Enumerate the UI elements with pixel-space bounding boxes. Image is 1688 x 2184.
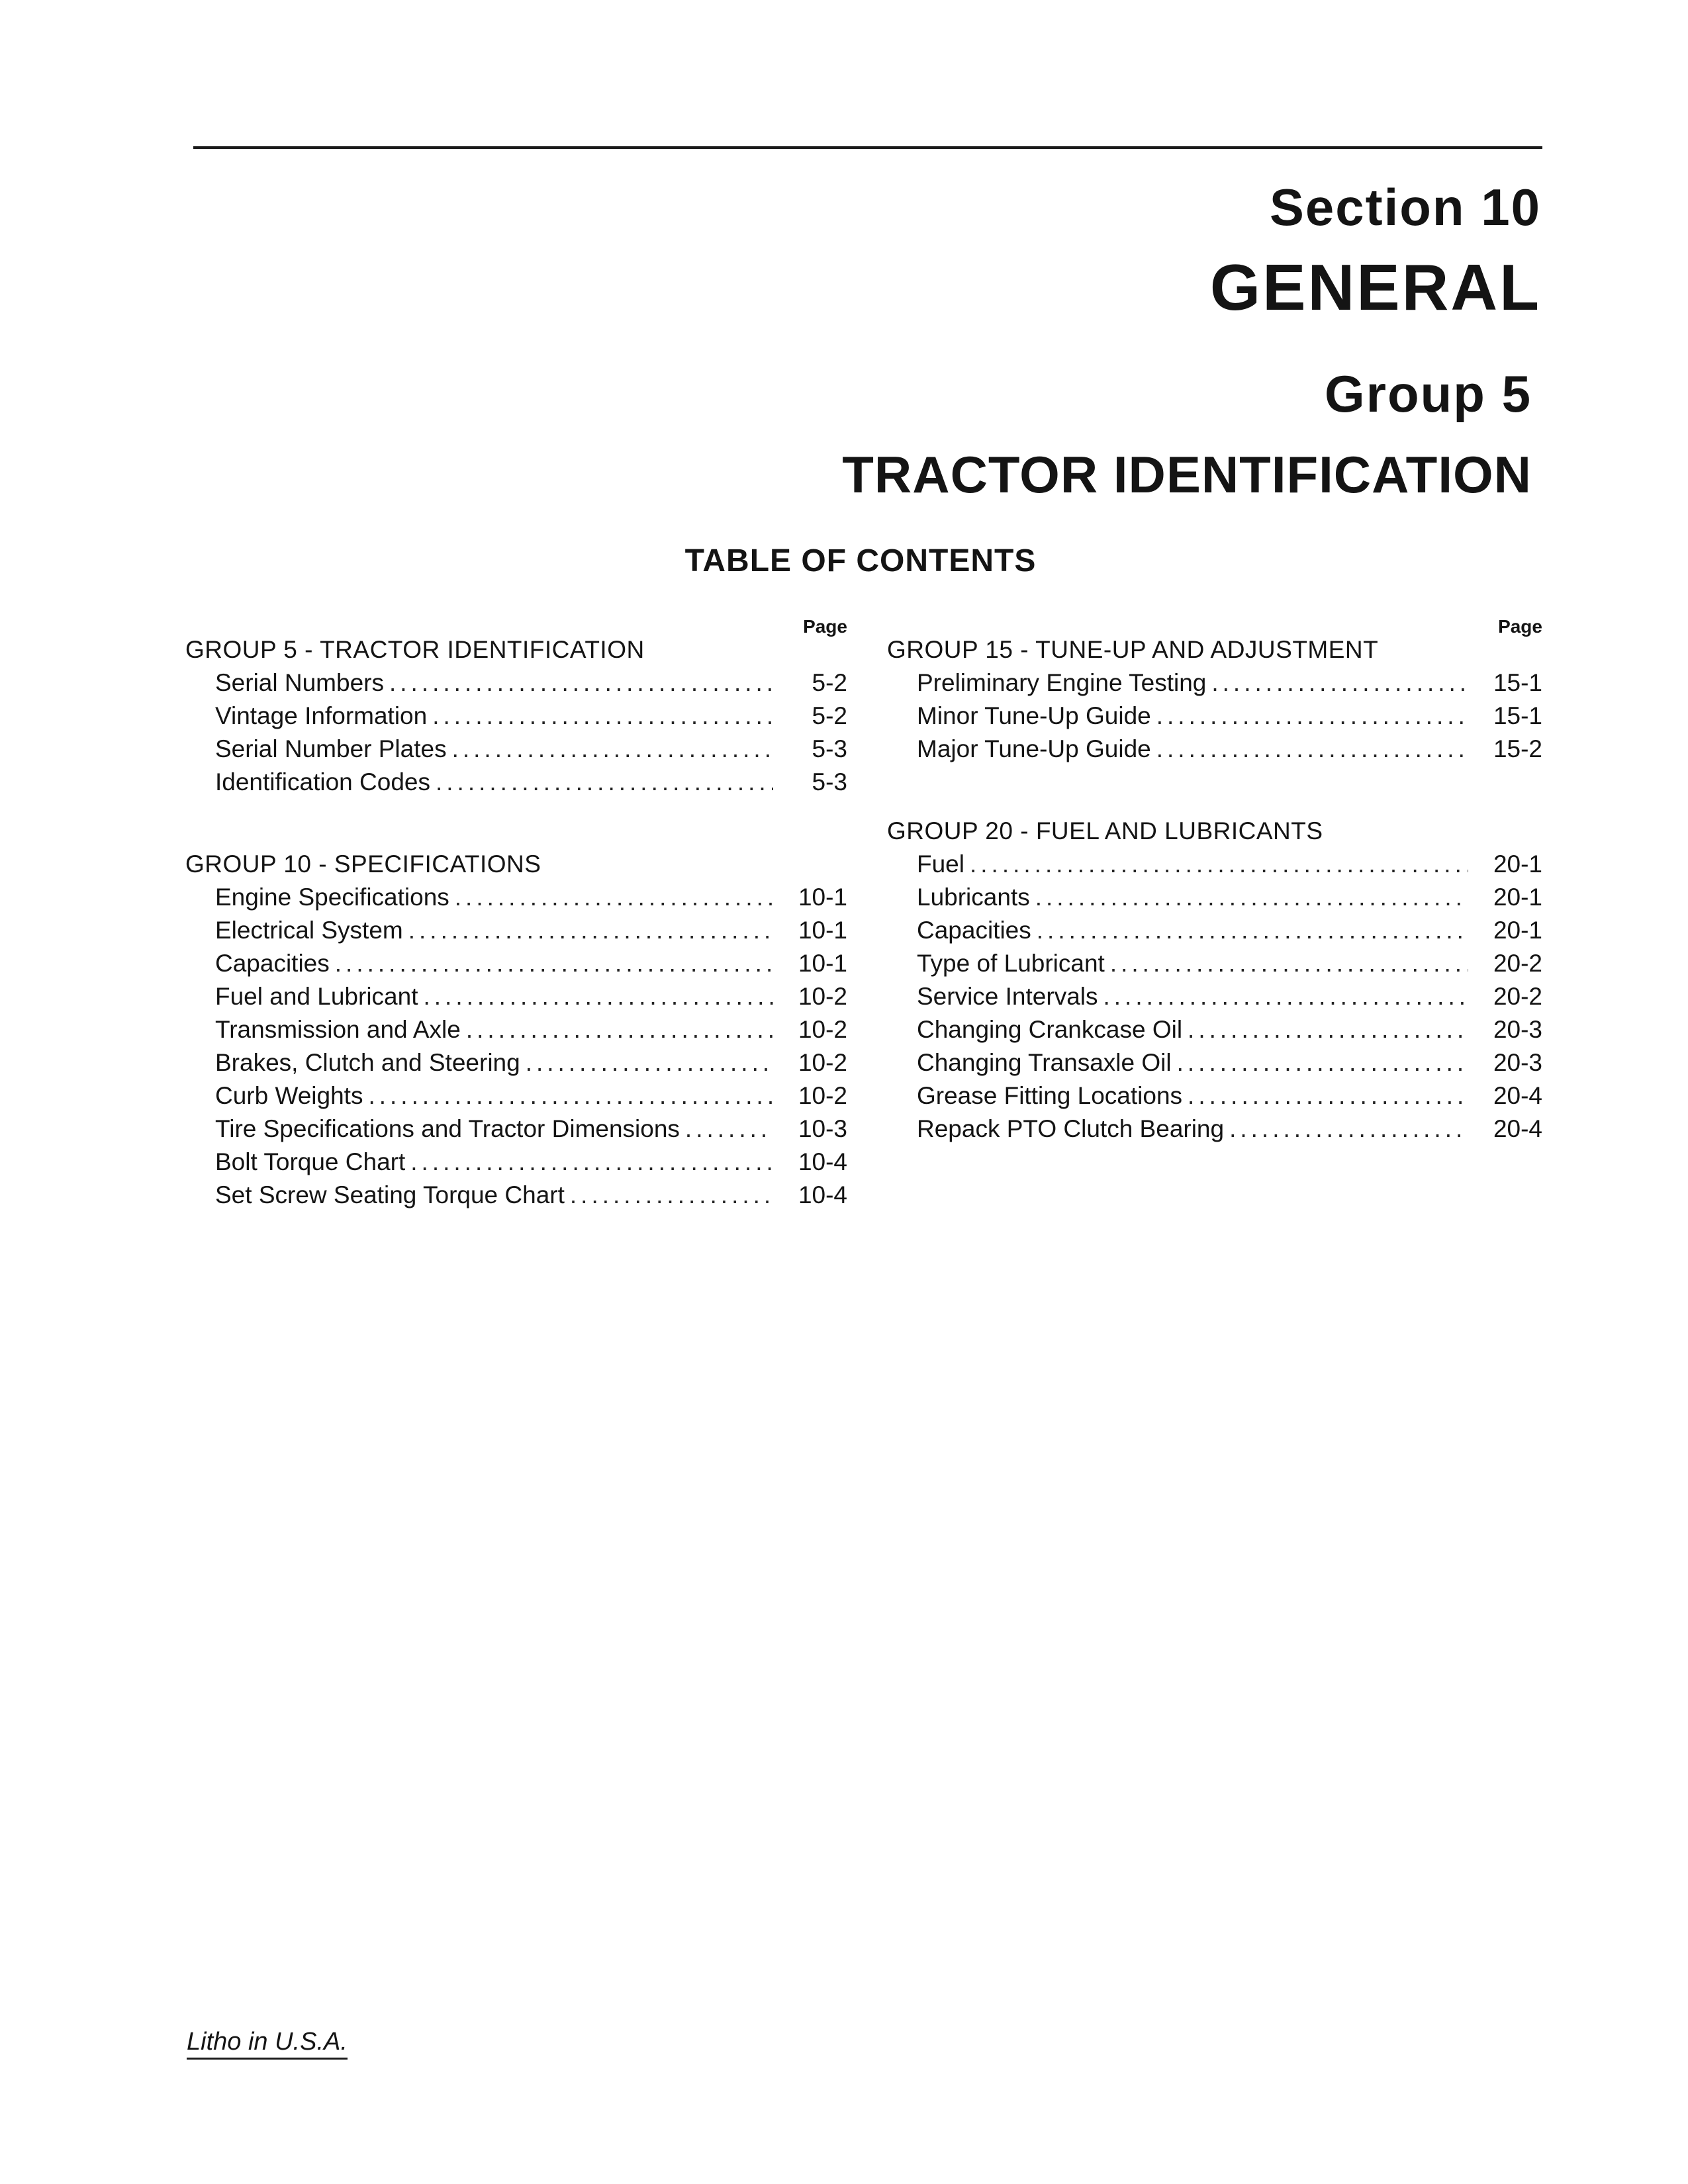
toc-entry bbox=[887, 980, 1542, 1013]
toc-entry-page: 20-1 bbox=[1493, 917, 1542, 944]
toc-entry-page: 10-1 bbox=[798, 917, 847, 944]
toc-group-title: GROUP 20 - FUEL AND LUBRICANTS bbox=[887, 817, 1323, 844]
toc-entry-page: 20-3 bbox=[1493, 1016, 1542, 1043]
dot-leader bbox=[1110, 947, 1468, 980]
toc-entry-title: Vintage Information bbox=[215, 702, 428, 729]
toc-entry-title: Service Intervals bbox=[917, 983, 1098, 1010]
toc-entry-title: Identification Codes bbox=[215, 768, 430, 796]
toc-entry-page: 15-1 bbox=[1493, 702, 1542, 729]
dot-leader bbox=[1211, 666, 1468, 700]
dot-leader bbox=[410, 1146, 773, 1179]
toc-entry bbox=[887, 666, 1542, 700]
section-title: Section 10 bbox=[1269, 178, 1541, 236]
toc-entry bbox=[185, 1179, 847, 1212]
toc-entry-page: 5-3 bbox=[812, 735, 847, 762]
toc-entry bbox=[185, 700, 847, 733]
dot-leader bbox=[1035, 881, 1468, 914]
toc-entry-title: Serial Number Plates bbox=[215, 735, 447, 762]
toc-entry-title: Repack PTO Clutch Bearing bbox=[917, 1115, 1225, 1142]
toc-entry-title: Curb Weights bbox=[215, 1082, 363, 1109]
toc-entry-page: 20-4 bbox=[1493, 1115, 1542, 1142]
toc-entry-page: 10-4 bbox=[798, 1148, 847, 1175]
toc-entry-page: 10-2 bbox=[798, 1082, 847, 1109]
toc-entry-title: Minor Tune-Up Guide bbox=[917, 702, 1151, 729]
dot-leader bbox=[408, 914, 773, 947]
toc-entry-title: Changing Transaxle Oil bbox=[917, 1049, 1172, 1076]
toc-entry-title: Type of Lubricant bbox=[917, 950, 1105, 977]
toc-entry-page: 10-2 bbox=[798, 1016, 847, 1043]
toc-entry-page: 10-2 bbox=[798, 1049, 847, 1076]
toc-entry-title: Tire Specifications and Tractor Dimensions bbox=[215, 1115, 680, 1142]
toc-entry-title: Electrical System bbox=[215, 917, 403, 944]
tractor-identification-title: TRACTOR IDENTIFICATION bbox=[842, 445, 1532, 504]
dot-leader bbox=[1156, 700, 1468, 733]
toc-group bbox=[887, 612, 1542, 766]
page-column-header: Page bbox=[803, 616, 847, 637]
toc-entry-title: Set Screw Seating Torque Chart bbox=[215, 1181, 565, 1208]
toc-entry bbox=[887, 914, 1542, 947]
toc-entry bbox=[887, 1113, 1542, 1146]
dot-leader bbox=[1188, 1079, 1468, 1113]
toc-entry-title: Preliminary Engine Testing bbox=[917, 669, 1207, 696]
dot-leader bbox=[1037, 914, 1468, 947]
toc-entry bbox=[185, 733, 847, 766]
toc-entry bbox=[185, 947, 847, 980]
toc-entry bbox=[185, 1079, 847, 1113]
toc-entry-title: Changing Crankcase Oil bbox=[917, 1016, 1183, 1043]
toc-entry-page: 10-1 bbox=[798, 950, 847, 977]
toc-entry-page: 20-1 bbox=[1493, 884, 1542, 911]
toc-entry bbox=[185, 766, 847, 799]
toc-entry-page: 20-4 bbox=[1493, 1082, 1542, 1109]
toc-group-title: GROUP 15 - TUNE-UP AND ADJUSTMENT bbox=[887, 636, 1379, 663]
general-title: GENERAL bbox=[1209, 251, 1541, 324]
toc-entry-title: Brakes, Clutch and Steering bbox=[215, 1049, 520, 1076]
toc-entry-title: Capacities bbox=[215, 950, 330, 977]
toc-entry-title: Grease Fitting Locations bbox=[917, 1082, 1183, 1109]
toc-entry-title: Fuel bbox=[917, 850, 964, 878]
toc-entry bbox=[185, 980, 847, 1013]
toc-entry bbox=[185, 881, 847, 914]
toc-entry bbox=[887, 947, 1542, 980]
toc-entry-title: Fuel and Lubricant bbox=[215, 983, 418, 1010]
dot-leader bbox=[368, 1079, 773, 1113]
dot-leader bbox=[452, 733, 773, 766]
toc-entry bbox=[887, 1013, 1542, 1046]
toc-entry bbox=[887, 1079, 1542, 1113]
toc-entry bbox=[185, 1046, 847, 1079]
dot-leader bbox=[570, 1179, 773, 1212]
toc-entry-page: 10-2 bbox=[798, 983, 847, 1010]
toc-entry-page: 5-3 bbox=[812, 768, 847, 796]
toc-entry bbox=[185, 1146, 847, 1179]
page-column-header: Page bbox=[1498, 616, 1542, 637]
toc-right-column bbox=[887, 612, 1542, 1173]
dot-leader bbox=[389, 666, 773, 700]
dot-leader bbox=[335, 947, 773, 980]
toc-entry bbox=[887, 848, 1542, 881]
toc-entry-page: 5-2 bbox=[812, 669, 847, 696]
toc-entry bbox=[887, 700, 1542, 733]
litho-footer: Litho in U.S.A. bbox=[187, 2028, 348, 2060]
toc-entry-title: Bolt Torque Chart bbox=[215, 1148, 406, 1175]
toc-group-title: GROUP 10 - SPECIFICATIONS bbox=[185, 850, 541, 878]
toc-entry-title: Capacities bbox=[917, 917, 1031, 944]
toc-group bbox=[185, 612, 847, 799]
dot-leader bbox=[1188, 1013, 1468, 1046]
dot-leader bbox=[526, 1046, 773, 1079]
dot-leader bbox=[455, 881, 773, 914]
toc-entry-page: 10-4 bbox=[798, 1181, 847, 1208]
toc-entry-page: 15-2 bbox=[1493, 735, 1542, 762]
toc-entry-page: 20-3 bbox=[1493, 1049, 1542, 1076]
toc-entry-page: 20-2 bbox=[1493, 950, 1542, 977]
group-title: Group 5 bbox=[1324, 365, 1532, 423]
top-rule bbox=[193, 146, 1542, 149]
toc-entry bbox=[887, 733, 1542, 766]
toc-entry bbox=[887, 1046, 1542, 1079]
dot-leader bbox=[423, 980, 773, 1013]
dot-leader bbox=[436, 766, 773, 799]
toc-group bbox=[185, 827, 847, 1212]
dot-leader bbox=[466, 1013, 773, 1046]
toc-entry-title: Transmission and Axle bbox=[215, 1016, 461, 1043]
dot-leader bbox=[1156, 733, 1468, 766]
toc-entry-page: 15-1 bbox=[1493, 669, 1542, 696]
toc-entry bbox=[185, 914, 847, 947]
dot-leader bbox=[1103, 980, 1469, 1013]
toc-entry bbox=[185, 1113, 847, 1146]
dot-leader bbox=[1229, 1113, 1468, 1146]
toc-entry-page: 10-3 bbox=[798, 1115, 847, 1142]
toc-entry bbox=[185, 666, 847, 700]
dot-leader bbox=[685, 1113, 773, 1146]
dot-leader bbox=[970, 848, 1468, 881]
toc-entry-page: 20-2 bbox=[1493, 983, 1542, 1010]
table-of-contents-title: TABLE OF CONTENTS bbox=[684, 543, 1037, 578]
toc-entry-page: 10-1 bbox=[798, 884, 847, 911]
toc-entry-page: 5-2 bbox=[812, 702, 847, 729]
toc-entry bbox=[185, 1013, 847, 1046]
toc-entry bbox=[887, 881, 1542, 914]
toc-entry-title: Lubricants bbox=[917, 884, 1030, 911]
toc-left-column bbox=[185, 612, 847, 1240]
dot-leader bbox=[432, 700, 773, 733]
toc-group-title: GROUP 5 - TRACTOR IDENTIFICATION bbox=[185, 636, 645, 663]
toc-entry-title: Major Tune-Up Guide bbox=[917, 735, 1151, 762]
toc-group bbox=[887, 794, 1542, 1146]
toc-entry-page: 20-1 bbox=[1493, 850, 1542, 878]
toc-entry-title: Engine Specifications bbox=[215, 884, 449, 911]
toc-entry-title: Serial Numbers bbox=[215, 669, 384, 696]
dot-leader bbox=[1177, 1046, 1468, 1079]
